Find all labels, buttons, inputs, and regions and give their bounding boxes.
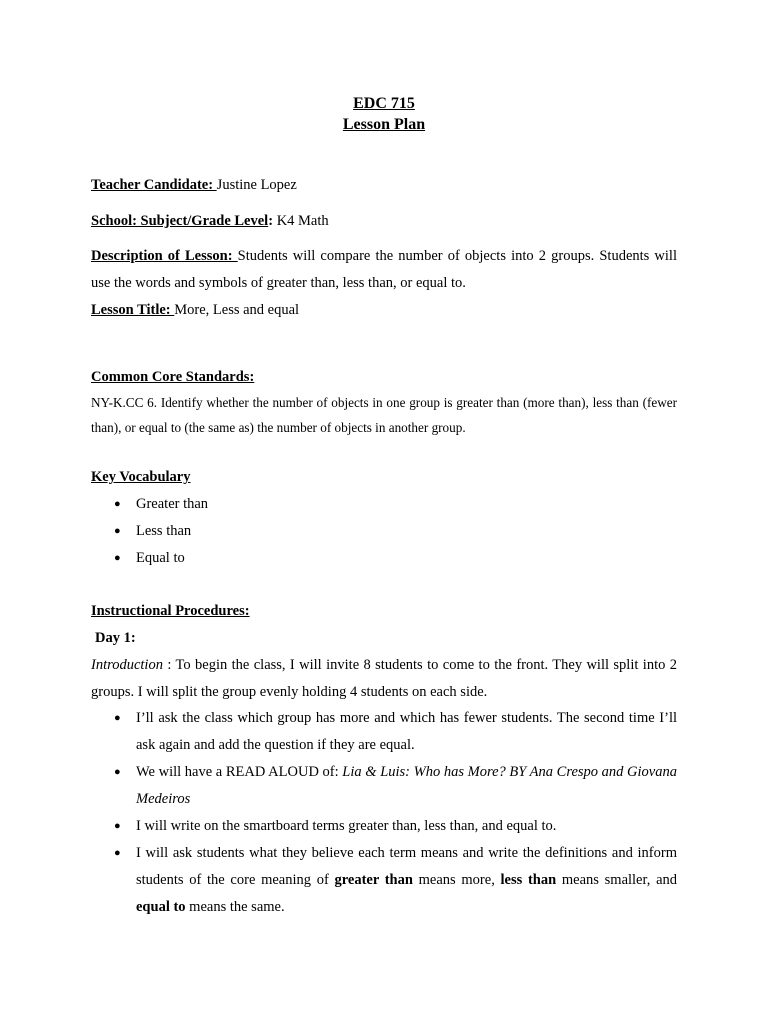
- vocabulary-heading-text: Key Vocabulary: [91, 469, 191, 485]
- school-label: School: Subject/Grade Level: [91, 213, 269, 229]
- course-code: EDC 715: [353, 95, 415, 112]
- title-block: [91, 93, 677, 135]
- term-less-than: less than: [500, 872, 557, 888]
- description-value: Students will compare the number of objects into 2 groups. Students will use the words and symbols of greater than, less than, or equal to.: [91, 248, 677, 291]
- bullet-icon: ●: [114, 498, 121, 510]
- introduction-text: : To begin the class, I will invite 8 students to come to the front. They will split into 2 groups. I will split the group evenly holding 4 students on each side.: [91, 657, 677, 700]
- definition-text: means more,: [412, 872, 501, 888]
- procedure-bullet: [136, 759, 677, 813]
- bullet-icon: ●: [114, 820, 121, 832]
- school-line: [91, 208, 677, 235]
- lesson-title-label: Lesson Title:: [91, 302, 175, 318]
- definition-text: means smaller, and: [556, 872, 678, 888]
- description-label: Description of Lesson:: [91, 248, 238, 264]
- bullet-icon: ●: [114, 552, 121, 564]
- procedures-heading: [91, 598, 677, 625]
- bullet-icon: ●: [114, 847, 121, 859]
- bullet-icon: ●: [114, 525, 121, 537]
- teacher-value: Justine Lopez: [216, 177, 297, 193]
- day-label: Day 1:: [95, 630, 136, 646]
- definition-text: I will ask students what they believe each term means and write the definitions and inform students of the core meaning of: [136, 845, 677, 888]
- lesson-title-value: More, Less and equal: [174, 302, 300, 318]
- procedure-bullet: I’ll ask the class which group has more and which has fewer students. The second time I’ll ask again and add the question if they are equal.: [136, 710, 677, 753]
- standards-heading-text: Common Core Standards:: [91, 369, 255, 385]
- vocabulary-heading: [91, 464, 677, 491]
- procedures-heading-text: Instructional Procedures:: [91, 603, 250, 619]
- standards-text: NY-K.CC 6. Identify whether the number of objects in one group is greater than (more than), less than (fewer than), or equal to (the same as) the number of objects in another group.: [91, 395, 677, 435]
- term-equal-to: equal to: [136, 899, 186, 915]
- document-title: Lesson Plan: [342, 116, 426, 133]
- lesson-title-line: [91, 297, 677, 324]
- day-heading: [95, 625, 681, 652]
- teacher-line: [91, 172, 677, 199]
- definition-text: means the same.: [185, 899, 285, 915]
- vocab-item: Greater than: [136, 496, 209, 512]
- read-aloud-book: Lia & Luis: Who has More? BY Ana Crespo and Giovana Medeiros: [136, 764, 677, 807]
- procedure-bullet: [136, 840, 677, 921]
- vocab-item: Less than: [136, 523, 192, 539]
- teacher-label: Teacher Candidate:: [91, 177, 217, 193]
- bullet-icon: ●: [114, 766, 121, 778]
- school-colon: :: [268, 213, 274, 229]
- description-paragraph: [91, 243, 677, 297]
- school-value: K4 Math: [273, 213, 329, 229]
- term-greater-than: greater than: [334, 872, 413, 888]
- bullet-icon: ●: [114, 712, 121, 724]
- standards-heading: [91, 364, 677, 391]
- introduction-label: Introduction: [91, 657, 163, 673]
- procedure-bullet: I will write on the smartboard terms greater than, less than, and equal to.: [136, 818, 557, 834]
- introduction-paragraph: [91, 652, 677, 706]
- read-aloud-prefix: We will have a READ ALOUD of:: [136, 764, 343, 780]
- vocab-item: Equal to: [136, 550, 185, 566]
